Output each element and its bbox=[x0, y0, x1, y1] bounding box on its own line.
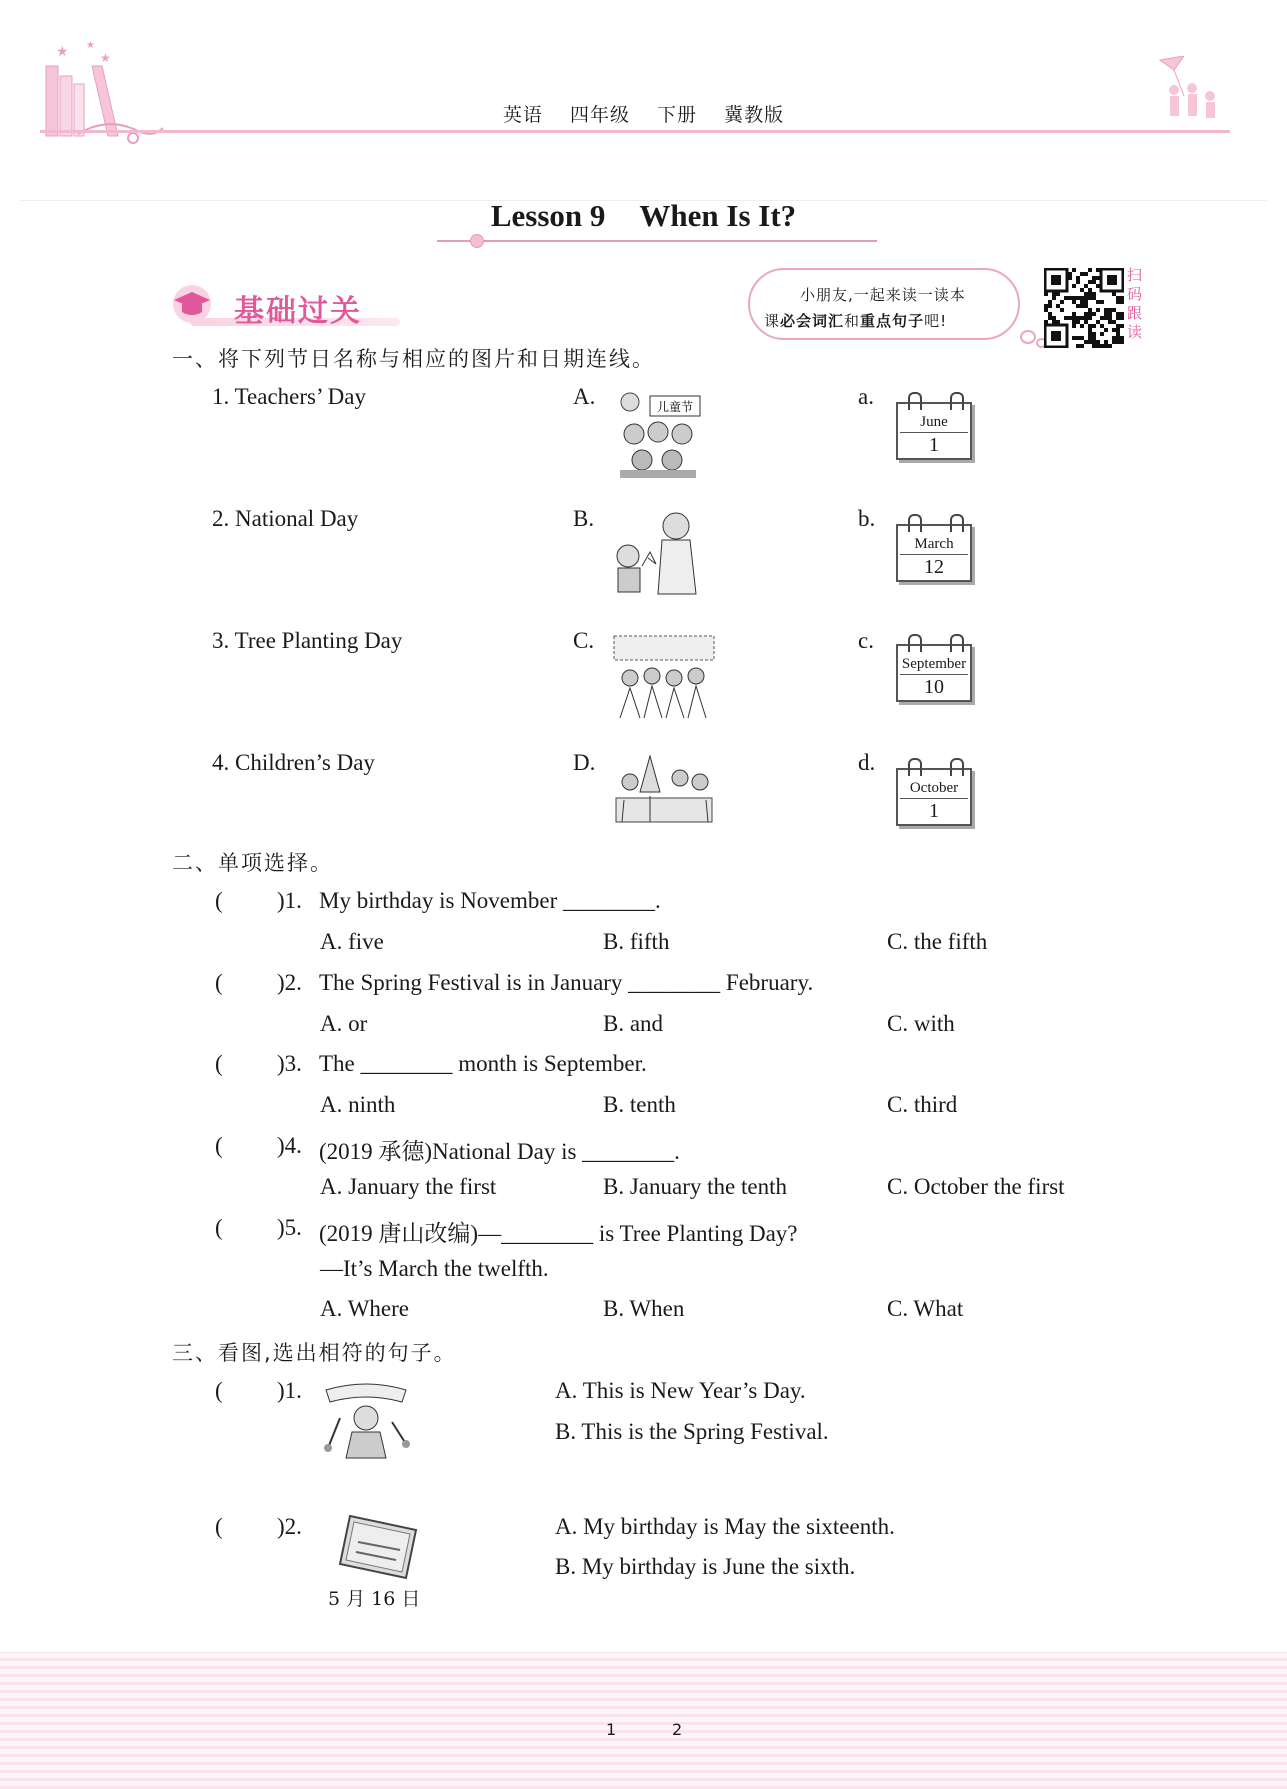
qr-label-char: 扫 bbox=[1127, 266, 1143, 284]
calendar-month: September bbox=[901, 656, 967, 672]
picture-label: C. bbox=[573, 628, 595, 653]
option-a: A. five bbox=[320, 929, 384, 954]
holiday-item: 4. Children’s Day bbox=[212, 750, 375, 775]
question-number: )4. bbox=[277, 1133, 302, 1158]
option-c: C. What bbox=[887, 1296, 964, 1321]
teachers-day-picture bbox=[606, 506, 706, 596]
question-stem: The Spring Festival is in January ________ February. bbox=[319, 970, 814, 995]
qr-code-icon[interactable] bbox=[1044, 268, 1124, 348]
section3-heading: 三、看图,选出相符的句子。 bbox=[172, 1341, 457, 1365]
qr-label bbox=[1127, 266, 1149, 342]
calendar-month: June bbox=[920, 414, 948, 430]
option-a: A. My birthday is May the sixteenth. bbox=[555, 1514, 895, 1539]
header-volume: 下册 bbox=[657, 104, 698, 126]
section1-heading: 一、将下列节日名称与相应的图片和日期连线。 bbox=[172, 347, 655, 371]
header-edition: 冀教版 bbox=[724, 104, 785, 126]
question-number: )1. bbox=[277, 1378, 302, 1403]
answer-paren[interactable]: ( bbox=[215, 1133, 223, 1158]
page-number-right: 2 bbox=[672, 1720, 683, 1739]
svg-text:★: ★ bbox=[86, 40, 95, 51]
header-subject: 英语 bbox=[502, 104, 543, 126]
answer-paren[interactable]: ( bbox=[215, 970, 223, 995]
option-b: B. January the tenth bbox=[603, 1174, 787, 1199]
spring-festival-picture bbox=[316, 1378, 416, 1466]
children-day-picture bbox=[612, 388, 704, 480]
title-dot bbox=[470, 234, 484, 248]
bubble-text-mid: 和 bbox=[844, 312, 861, 330]
bubble-text-vocab: 必会词汇 bbox=[780, 312, 845, 330]
option-b: B. fifth bbox=[603, 929, 670, 954]
option-b: B. When bbox=[603, 1296, 685, 1321]
header-grade: 四年级 bbox=[569, 104, 630, 126]
bubble-tail-dot bbox=[1020, 330, 1036, 344]
lesson-title bbox=[0, 198, 1287, 234]
answer-paren[interactable]: ( bbox=[215, 1378, 223, 1403]
option-a: A. ninth bbox=[320, 1092, 396, 1117]
calendar-icon bbox=[896, 758, 974, 828]
option-a: A. This is New Year’s Day. bbox=[555, 1378, 806, 1403]
question-number: )3. bbox=[277, 1051, 302, 1076]
calendar-icon bbox=[896, 634, 974, 704]
footer-band bbox=[0, 1652, 1287, 1789]
option-c: C. October the first bbox=[887, 1174, 1065, 1199]
national-day-picture bbox=[610, 632, 720, 720]
qr-label-char: 码 bbox=[1127, 285, 1143, 303]
question-number: )1. bbox=[277, 888, 302, 913]
question-stem: The ________ month is September. bbox=[319, 1051, 647, 1076]
calendar-day: 12 bbox=[924, 556, 944, 578]
answer-paren[interactable]: ( bbox=[215, 888, 223, 913]
picture-label: D. bbox=[573, 750, 596, 775]
calendar-day: 10 bbox=[924, 676, 944, 698]
header-text bbox=[0, 100, 1287, 127]
bubble-text-sentences: 重点句子 bbox=[860, 312, 925, 330]
question-number: )2. bbox=[277, 970, 302, 995]
option-b: B. My birthday is June the sixth. bbox=[555, 1554, 856, 1579]
calendar-day: 1 bbox=[929, 800, 939, 822]
birthday-card-picture bbox=[336, 1512, 424, 1582]
lesson-number: Lesson 9 bbox=[490, 198, 606, 233]
answer-paren[interactable]: ( bbox=[215, 1514, 223, 1539]
option-c: C. third bbox=[887, 1092, 958, 1117]
picture-a-sign: 儿童节 bbox=[656, 400, 694, 414]
option-b: B. tenth bbox=[603, 1092, 676, 1117]
question-number: )2. bbox=[277, 1514, 302, 1539]
date-label: b. bbox=[858, 506, 876, 531]
question-stem: My birthday is November ________. bbox=[319, 888, 661, 913]
option-a: A. or bbox=[320, 1011, 368, 1036]
header-line bbox=[40, 130, 1230, 133]
badge-label: 基础过关 bbox=[234, 294, 362, 329]
speech-bubble bbox=[748, 268, 1020, 340]
qr-label-char: 读 bbox=[1127, 323, 1143, 341]
option-b: B. and bbox=[603, 1011, 664, 1036]
calendar-icon bbox=[896, 514, 974, 584]
question-number: )5. bbox=[277, 1215, 302, 1240]
holiday-item: 3. Tree Planting Day bbox=[212, 628, 403, 653]
date-label: d. bbox=[858, 750, 876, 775]
bubble-text-post: 吧! bbox=[924, 312, 948, 330]
calendar-month: October bbox=[909, 780, 959, 796]
question-stem: (2019 唐山改编)—________ is Tree Planting Day? bbox=[319, 1221, 798, 1246]
qr-label-char: 跟 bbox=[1127, 304, 1143, 322]
bubble-text-pre: 课 bbox=[764, 312, 781, 330]
title-underline bbox=[437, 240, 877, 242]
option-a: A. January the first bbox=[320, 1174, 497, 1199]
question-stem: (2019 承德)National Day is ________. bbox=[319, 1139, 680, 1164]
holiday-item: 1. Teachers’ Day bbox=[212, 384, 366, 409]
section-badge bbox=[170, 280, 400, 328]
calendar-month: March bbox=[914, 536, 954, 552]
calendar-icon bbox=[896, 392, 974, 462]
option-c: C. with bbox=[887, 1011, 955, 1036]
answer-paren[interactable]: ( bbox=[215, 1051, 223, 1076]
date-label: a. bbox=[858, 384, 874, 409]
calendar-day: 1 bbox=[929, 434, 939, 456]
date-label: c. bbox=[858, 628, 874, 653]
svg-text:★: ★ bbox=[100, 51, 111, 65]
bubble-line-1: 小朋友,一起来读一读本 bbox=[800, 286, 966, 304]
holiday-item: 2. National Day bbox=[212, 506, 359, 531]
lesson-subtitle: When Is It? bbox=[639, 198, 797, 233]
picture-label: A. bbox=[573, 384, 596, 409]
bubble-line-2 bbox=[764, 310, 947, 331]
option-c: C. the fifth bbox=[887, 929, 988, 954]
picture-caption: 5 月 16 日 bbox=[328, 1588, 421, 1610]
page-number-left: 1 bbox=[606, 1720, 617, 1739]
option-a: A. Where bbox=[320, 1296, 409, 1321]
option-b: B. This is the Spring Festival. bbox=[555, 1419, 829, 1444]
tree-planting-picture bbox=[610, 752, 718, 824]
section2-heading: 二、单项选择。 bbox=[172, 851, 333, 875]
picture-label: B. bbox=[573, 506, 595, 531]
graduation-cap-icon bbox=[170, 284, 214, 324]
svg-text:★: ★ bbox=[56, 44, 69, 60]
answer-paren[interactable]: ( bbox=[215, 1215, 223, 1240]
question-response: —It’s March the twelfth. bbox=[320, 1256, 549, 1281]
